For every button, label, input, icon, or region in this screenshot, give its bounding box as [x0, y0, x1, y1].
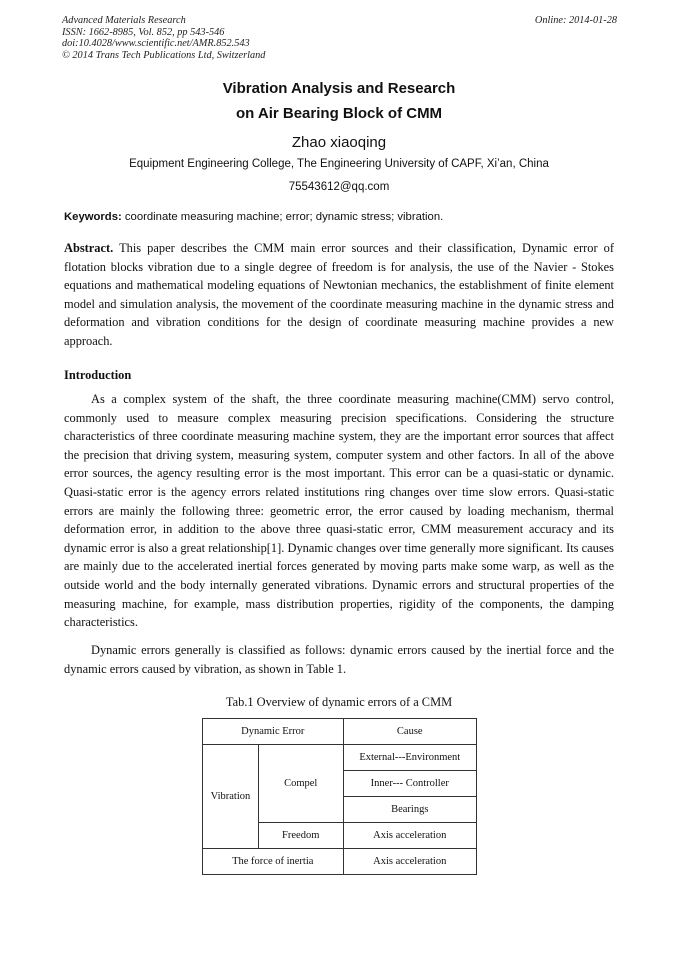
- section-heading-introduction: Introduction: [64, 368, 132, 382]
- abstract-text: This paper describes the CMM main error sources and their classification, Dynamic error of flotation blocks vibration due to a single degree of freedom is for analysis, the use of the Navier - Stokes equations and mathematical modeling equations of Newtonian mechanics, the establishment of finite element model and simulation analysis, the movement of the coordinate measuring machine in the dynamic stress and deformation and vibration conditions for the design of coordinate measuring machine provides a new approach.: [64, 241, 614, 348]
- paper-title-line-2: on Air Bearing Block of CMM: [235, 105, 443, 122]
- paper-title-line-1: Vibration Analysis and Research: [222, 80, 456, 97]
- author-email: 75543612@qq.com: [288, 181, 390, 193]
- abstract: [64, 239, 614, 351]
- table-row: [203, 745, 477, 771]
- table-row: [203, 849, 477, 875]
- doi-line: doi:10.4028/www.scientific.net/AMR.852.543: [62, 38, 250, 50]
- abstract-label: Abstract.: [64, 241, 114, 255]
- cell-inertia: The force of inertia: [203, 849, 344, 875]
- cell-compel: Compel: [258, 745, 343, 823]
- journal-header: [62, 15, 617, 61]
- keywords: [64, 211, 616, 223]
- author-affiliation: Equipment Engineering College, The Engineering University of CAPF, Xi’an, China: [129, 158, 549, 170]
- cell-cause-inner: Inner--- Controller: [343, 771, 476, 797]
- dynamic-errors-table: [202, 718, 477, 875]
- cell-cause-external: External---Environment: [343, 745, 476, 771]
- online-date: Online: 2014-01-28: [534, 15, 617, 26]
- copyright-line: © 2014 Trans Tech Publications Ltd, Switzerland: [62, 49, 266, 61]
- table-header-row: [203, 719, 477, 745]
- issn-line: ISSN: 1662-8985, Vol. 852, pp 543-546: [62, 26, 225, 38]
- cell-freedom: Freedom: [258, 823, 343, 849]
- header-cause: Cause: [343, 719, 476, 745]
- table-caption: Tab.1 Overview of dynamic errors of a CMM: [225, 695, 453, 709]
- cell-inertia-cause: Axis acceleration: [343, 849, 476, 875]
- journal-name: Advanced Materials Research: [62, 15, 186, 26]
- introduction-paragraph-1: As a complex system of the shaft, the three coordinate measuring machine(CMM) servo control, commonly used to measure complex measuring precision specifications. Considering the structure characteristics of three coordinate measuring machine system, they are the important error sources that affect the precision that driving system, measuring system, computer system and other factors. In all of the above error sources, the agency resulting error is the most important. This error can be a quasi-static or dynamic. Quasi-static error is the agency errors related institutions ring changes over time slow errors. Quasi-static errors are mainly the following three: geometric error, the error caused by loading mechanism, thermal deformation error, in addition to the above three quasi-static error, CMM measurement accuracy and its dynamic error is also a great relationship[1]. Dynamic changes over time generally more significant. Its causes are mainly due to the accelerated inertial forces generated by moving parts make some warp, as well as the outside world and the body internally generated vibrations. Dynamic errors and structural properties of the measuring machine, for example, mass distribution properties, rigidity of the components, the damping characteristics.: [64, 392, 614, 630]
- cell-freedom-cause: Axis acceleration: [343, 823, 476, 849]
- keywords-text: coordinate measuring machine; error; dynamic stress; vibration.: [124, 211, 444, 223]
- keywords-label: Keywords:: [64, 211, 122, 223]
- cell-vibration: Vibration: [203, 745, 259, 849]
- introduction-paragraph-2: Dynamic errors generally is classified as follows: dynamic errors caused by the inertial force and the dynamic errors caused by vibration, as shown in Table 1.: [64, 643, 614, 676]
- cell-cause-bearings: Bearings: [343, 797, 476, 823]
- author-name: Zhao xiaoqing: [291, 134, 387, 151]
- header-dynamic-error: Dynamic Error: [203, 719, 344, 745]
